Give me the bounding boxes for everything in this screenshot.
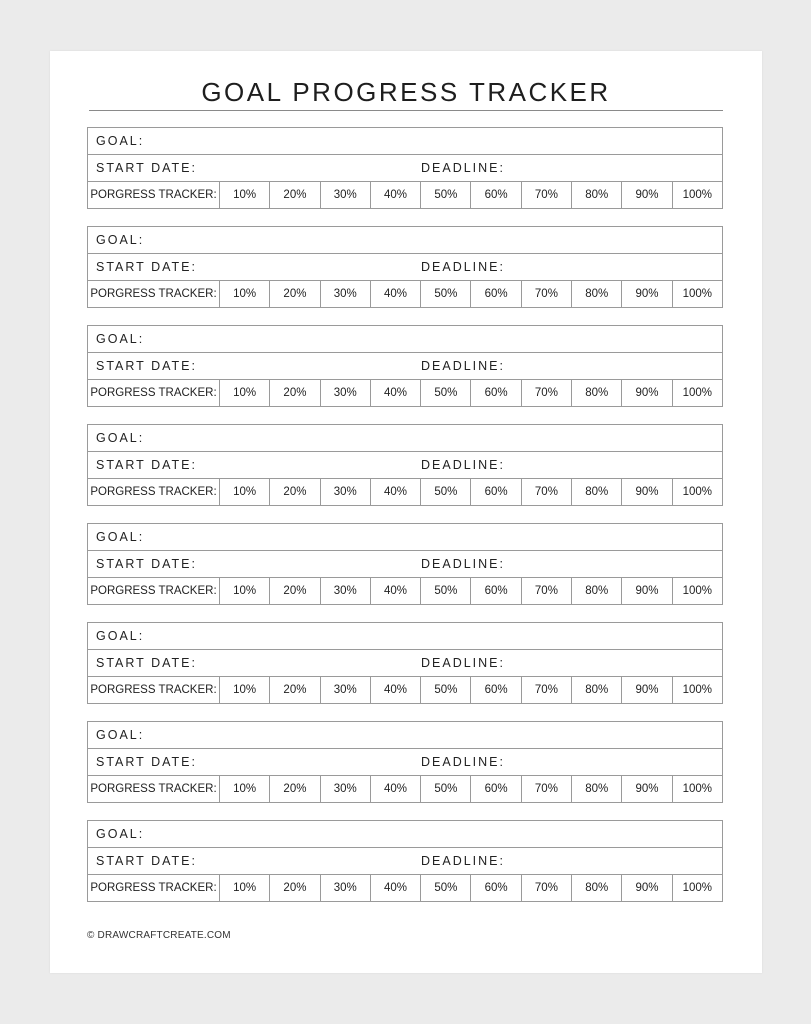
progress-tracker-label: PORGRESS TRACKER: bbox=[88, 677, 220, 703]
progress-cell[interactable]: 20% bbox=[270, 479, 320, 505]
progress-cell[interactable]: 40% bbox=[371, 479, 421, 505]
start-date-label: START DATE: bbox=[96, 755, 197, 769]
progress-cell[interactable]: 50% bbox=[421, 380, 471, 406]
progress-cell[interactable]: 20% bbox=[270, 578, 320, 604]
goal-row[interactable] bbox=[88, 821, 722, 848]
progress-cell[interactable]: 60% bbox=[471, 182, 521, 208]
goal-label: GOAL: bbox=[96, 233, 145, 247]
progress-cell[interactable]: 40% bbox=[371, 875, 421, 901]
progress-row bbox=[88, 875, 722, 901]
progress-cell[interactable]: 70% bbox=[522, 677, 572, 703]
progress-tracker-label: PORGRESS TRACKER: bbox=[88, 578, 220, 604]
goal-row[interactable] bbox=[88, 227, 722, 254]
start-date-label: START DATE: bbox=[96, 458, 197, 472]
dates-row[interactable] bbox=[88, 749, 722, 776]
progress-cell[interactable]: 10% bbox=[220, 380, 270, 406]
progress-cell[interactable]: 30% bbox=[321, 677, 371, 703]
goal-label: GOAL: bbox=[96, 332, 145, 346]
start-date-label: START DATE: bbox=[96, 260, 197, 274]
progress-cell[interactable]: 100% bbox=[682, 486, 713, 498]
progress-cell[interactable]: 50% bbox=[421, 281, 471, 307]
progress-cell[interactable]: 90% bbox=[622, 182, 672, 208]
goal-block bbox=[87, 523, 723, 605]
goal-row[interactable] bbox=[88, 623, 722, 650]
progress-cell[interactable]: 70% bbox=[522, 182, 572, 208]
goal-block bbox=[87, 820, 723, 902]
goal-block bbox=[87, 721, 723, 803]
progress-cell[interactable]: 90% bbox=[622, 875, 672, 901]
progress-cell[interactable]: 60% bbox=[471, 677, 521, 703]
progress-cell[interactable]: 100% bbox=[682, 585, 713, 597]
progress-cell[interactable]: 30% bbox=[321, 578, 371, 604]
progress-tracker-label: PORGRESS TRACKER: bbox=[88, 380, 220, 406]
progress-cell[interactable]: 30% bbox=[321, 479, 371, 505]
progress-cells bbox=[220, 182, 722, 208]
progress-cell[interactable]: 30% bbox=[321, 875, 371, 901]
dates-row[interactable] bbox=[88, 155, 722, 182]
progress-tracker-label: PORGRESS TRACKER: bbox=[88, 479, 220, 505]
progress-cell[interactable]: 10% bbox=[220, 578, 270, 604]
progress-cells bbox=[220, 776, 722, 802]
progress-cell[interactable]: 90% bbox=[622, 380, 672, 406]
progress-cell[interactable]: 20% bbox=[270, 380, 320, 406]
progress-cells bbox=[220, 281, 722, 307]
goal-label: GOAL: bbox=[96, 728, 145, 742]
goal-label: GOAL: bbox=[96, 431, 145, 445]
goal-label: GOAL: bbox=[96, 530, 145, 544]
deadline-label: DEADLINE: bbox=[421, 656, 505, 670]
progress-cell[interactable]: 80% bbox=[572, 182, 622, 208]
progress-tracker-label: PORGRESS TRACKER: bbox=[88, 776, 220, 802]
progress-tracker-label: PORGRESS TRACKER: bbox=[88, 875, 220, 901]
progress-cell[interactable]: 100% bbox=[682, 783, 713, 795]
progress-cell[interactable]: 60% bbox=[471, 380, 521, 406]
deadline-label: DEADLINE: bbox=[421, 557, 505, 571]
progress-cell[interactable]: 90% bbox=[622, 578, 672, 604]
progress-row bbox=[88, 677, 722, 703]
start-date-label: START DATE: bbox=[96, 656, 197, 670]
progress-tracker-label: PORGRESS TRACKER: bbox=[88, 281, 220, 307]
goal-label: GOAL: bbox=[96, 827, 145, 841]
progress-cell[interactable]: 40% bbox=[371, 578, 421, 604]
dates-row[interactable] bbox=[88, 848, 722, 875]
progress-cell[interactable]: 60% bbox=[471, 281, 521, 307]
goal-block bbox=[87, 226, 723, 308]
progress-cell[interactable]: 20% bbox=[270, 182, 320, 208]
deadline-label: DEADLINE: bbox=[421, 458, 505, 472]
progress-cell[interactable]: 20% bbox=[270, 677, 320, 703]
goal-label: GOAL: bbox=[96, 134, 145, 148]
progress-cell[interactable]: 10% bbox=[220, 677, 270, 703]
goal-row[interactable] bbox=[88, 326, 722, 353]
progress-cell[interactable]: 20% bbox=[270, 776, 320, 802]
progress-cell[interactable]: 80% bbox=[572, 875, 622, 901]
progress-cells bbox=[220, 875, 722, 901]
deadline-label: DEADLINE: bbox=[421, 161, 505, 175]
goal-row[interactable] bbox=[88, 425, 722, 452]
progress-cell[interactable]: 40% bbox=[371, 677, 421, 703]
progress-cell[interactable]: 70% bbox=[522, 380, 572, 406]
progress-cell[interactable]: 10% bbox=[220, 875, 270, 901]
copyright-footer: © DRAWCRAFTCREATE.COM bbox=[87, 930, 231, 941]
progress-cell[interactable]: 10% bbox=[220, 182, 270, 208]
progress-cell[interactable]: 90% bbox=[622, 281, 672, 307]
progress-cells bbox=[220, 677, 722, 703]
progress-cell[interactable]: 50% bbox=[421, 776, 471, 802]
start-date-label: START DATE: bbox=[96, 854, 197, 868]
dates-row[interactable] bbox=[88, 551, 722, 578]
progress-cell[interactable]: 100% bbox=[682, 882, 713, 894]
progress-cell[interactable]: 80% bbox=[572, 479, 622, 505]
progress-row bbox=[88, 578, 722, 604]
title-divider bbox=[89, 110, 723, 111]
progress-cell[interactable]: 40% bbox=[371, 281, 421, 307]
dates-row[interactable] bbox=[88, 650, 722, 677]
start-date-label: START DATE: bbox=[96, 359, 197, 373]
progress-cell[interactable]: 10% bbox=[220, 281, 270, 307]
progress-row bbox=[88, 182, 722, 208]
progress-cell[interactable]: 80% bbox=[572, 776, 622, 802]
progress-cell[interactable]: 70% bbox=[522, 281, 572, 307]
progress-row bbox=[88, 479, 722, 505]
progress-cell[interactable]: 40% bbox=[371, 182, 421, 208]
progress-cell[interactable]: 60% bbox=[471, 776, 521, 802]
goal-block bbox=[87, 127, 723, 209]
worksheet-page bbox=[50, 51, 762, 973]
dates-row[interactable] bbox=[88, 452, 722, 479]
dates-row[interactable] bbox=[88, 254, 722, 281]
progress-cell[interactable]: 30% bbox=[321, 776, 371, 802]
goal-row[interactable] bbox=[88, 128, 722, 155]
progress-cell[interactable]: 70% bbox=[522, 479, 572, 505]
progress-cell[interactable]: 70% bbox=[522, 776, 572, 802]
progress-cell[interactable]: 100% bbox=[682, 189, 713, 201]
page-title: GOAL PROGRESS TRACKER bbox=[201, 77, 611, 107]
progress-cell[interactable]: 50% bbox=[421, 182, 471, 208]
progress-cell[interactable]: 30% bbox=[321, 380, 371, 406]
progress-cell[interactable]: 100% bbox=[682, 684, 713, 696]
progress-cell[interactable]: 40% bbox=[371, 776, 421, 802]
progress-cell[interactable]: 50% bbox=[421, 578, 471, 604]
start-date-label: START DATE: bbox=[96, 557, 197, 571]
goal-label: GOAL: bbox=[96, 629, 145, 643]
deadline-label: DEADLINE: bbox=[421, 854, 505, 868]
start-date-label: START DATE: bbox=[96, 161, 197, 175]
progress-cell[interactable]: 70% bbox=[522, 875, 572, 901]
progress-cell[interactable]: 90% bbox=[622, 776, 672, 802]
progress-row bbox=[88, 776, 722, 802]
progress-cell[interactable]: 50% bbox=[421, 479, 471, 505]
progress-cell[interactable]: 80% bbox=[572, 281, 622, 307]
progress-cell[interactable]: 90% bbox=[622, 677, 672, 703]
progress-row bbox=[88, 380, 722, 406]
deadline-label: DEADLINE: bbox=[421, 359, 505, 373]
progress-row bbox=[88, 281, 722, 307]
goal-block bbox=[87, 424, 723, 506]
progress-cell[interactable]: 20% bbox=[270, 875, 320, 901]
progress-tracker-label: PORGRESS TRACKER: bbox=[88, 182, 220, 208]
progress-cell[interactable]: 50% bbox=[421, 875, 471, 901]
progress-cell[interactable]: 30% bbox=[321, 182, 371, 208]
goal-block bbox=[87, 622, 723, 704]
goal-row[interactable] bbox=[88, 524, 722, 551]
dates-row[interactable] bbox=[88, 353, 722, 380]
progress-cell[interactable]: 60% bbox=[471, 479, 521, 505]
progress-cell[interactable]: 10% bbox=[220, 479, 270, 505]
progress-cell[interactable]: 80% bbox=[572, 578, 622, 604]
progress-cells bbox=[220, 578, 722, 604]
progress-cell[interactable]: 10% bbox=[220, 776, 270, 802]
progress-cell[interactable]: 20% bbox=[270, 281, 320, 307]
progress-cell[interactable]: 60% bbox=[471, 578, 521, 604]
goal-row[interactable] bbox=[88, 722, 722, 749]
progress-cell[interactable]: 50% bbox=[421, 677, 471, 703]
progress-cells bbox=[220, 380, 722, 406]
progress-cell[interactable]: 60% bbox=[471, 875, 521, 901]
goal-block bbox=[87, 325, 723, 407]
progress-cells bbox=[220, 479, 722, 505]
deadline-label: DEADLINE: bbox=[421, 260, 505, 274]
deadline-label: DEADLINE: bbox=[421, 755, 505, 769]
progress-cell[interactable]: 80% bbox=[572, 677, 622, 703]
progress-cell[interactable]: 90% bbox=[622, 479, 672, 505]
progress-cell[interactable]: 70% bbox=[522, 578, 572, 604]
progress-cell[interactable]: 30% bbox=[321, 281, 371, 307]
progress-cell[interactable]: 40% bbox=[371, 380, 421, 406]
progress-cell[interactable]: 100% bbox=[682, 387, 713, 399]
progress-cell[interactable]: 100% bbox=[682, 288, 713, 300]
progress-cell[interactable]: 80% bbox=[572, 380, 622, 406]
